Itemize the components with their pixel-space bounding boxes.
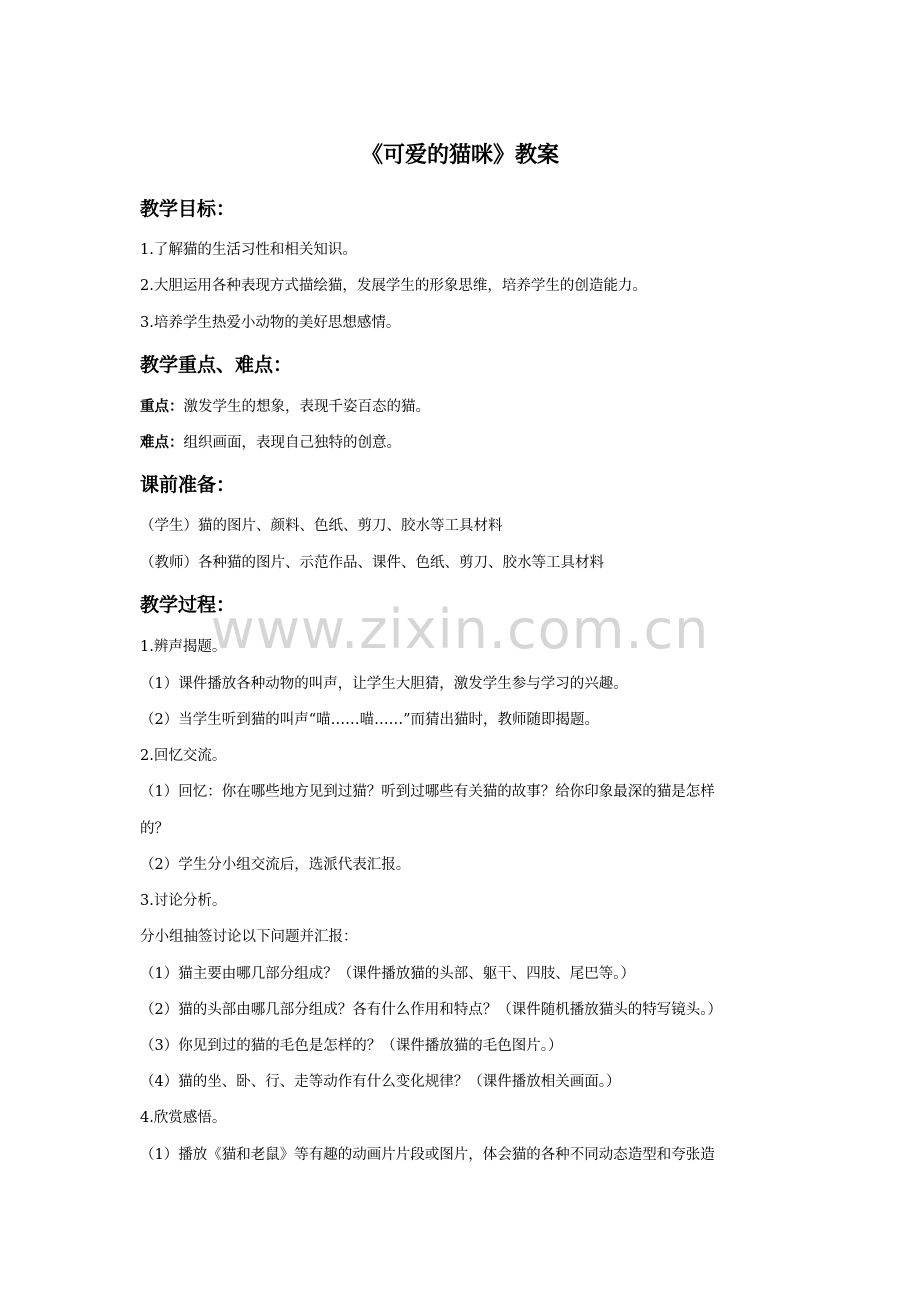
- process-line: （1）播放《猫和老鼠》等有趣的动画片片段或图片，体会猫的各种不同动态造型和夸张造: [140, 1147, 715, 1163]
- prep-item: （教师）各种猫的图片、示范作品、课件、色纸、剪刀、胶水等工具材料: [140, 555, 604, 571]
- process-line: （2）学生分小组交流后，选派代表汇报。: [140, 857, 411, 873]
- goal-item: 2.大胆运用各种表现方式描绘猫，发展学生的形象思维，培养学生的创造能力。: [140, 278, 647, 294]
- process-heading: 教学过程：: [140, 594, 236, 616]
- process-line: 4.欣赏感悟。: [140, 1110, 227, 1126]
- process-line: （3）你见到过的猫的毛色是怎样的？（课件播放猫的毛色图片。）: [140, 1038, 563, 1054]
- process-line: 2.回忆交流。: [140, 748, 227, 764]
- focus-line: [140, 397, 430, 417]
- focus-label: 重点：: [140, 398, 184, 415]
- process-line: 1.辨声揭题。: [140, 639, 227, 655]
- goals-heading: 教学目标：: [140, 198, 236, 220]
- focus-text: 激发学生的想象，表现千姿百态的猫。: [183, 399, 430, 415]
- prep-heading: 课前准备：: [140, 474, 236, 496]
- goal-item: 1.了解猫的生活习性和相关知识。: [140, 242, 357, 258]
- prep-item: （学生）猫的图片、颜料、色纸、剪刀、胶水等工具材料: [140, 518, 503, 534]
- process-line: （1）课件播放各种动物的叫声，让学生大胆猜，激发学生参与学习的兴趣。: [140, 676, 628, 692]
- process-line: （4）猫的坐、卧、行、走等动作有什么变化规律？（课件播放相关画面。）: [140, 1074, 621, 1090]
- process-line: 分小组抽签讨论以下问题并汇报：: [140, 929, 358, 945]
- process-line: （1）猫主要由哪几部分组成？（课件播放猫的头部、躯干、四肢、尾巴等。）: [140, 966, 635, 982]
- process-line: （2）当学生听到猫的叫声“喵……喵……”而猜出猫时，教师随即揭题。: [140, 712, 600, 728]
- process-line: （1）回忆：你在哪些地方见到过猫？听到过哪些有关猫的故事？给你印象最深的猫是怎样: [140, 784, 715, 800]
- process-line: 3.讨论分析。: [140, 893, 227, 909]
- goal-item: 3.培养学生热爱小动物的美好思想感情。: [140, 315, 401, 331]
- process-line: （2）猫的头部由哪几部分组成？各有什么作用和特点？（课件随机播放猫头的特写镜头。）: [140, 1002, 722, 1018]
- document-title: 《可爱的猫咪》教案: [360, 143, 559, 168]
- keypoints-heading: 教学重点、难点：: [140, 354, 293, 376]
- difficulty-line: [140, 433, 401, 453]
- difficulty-label: 难点：: [140, 434, 184, 451]
- difficulty-text: 组织画面，表现自己独特的创意。: [183, 435, 401, 451]
- watermark: www.zixin.com.cn: [210, 598, 710, 661]
- process-line: 的？: [140, 821, 169, 837]
